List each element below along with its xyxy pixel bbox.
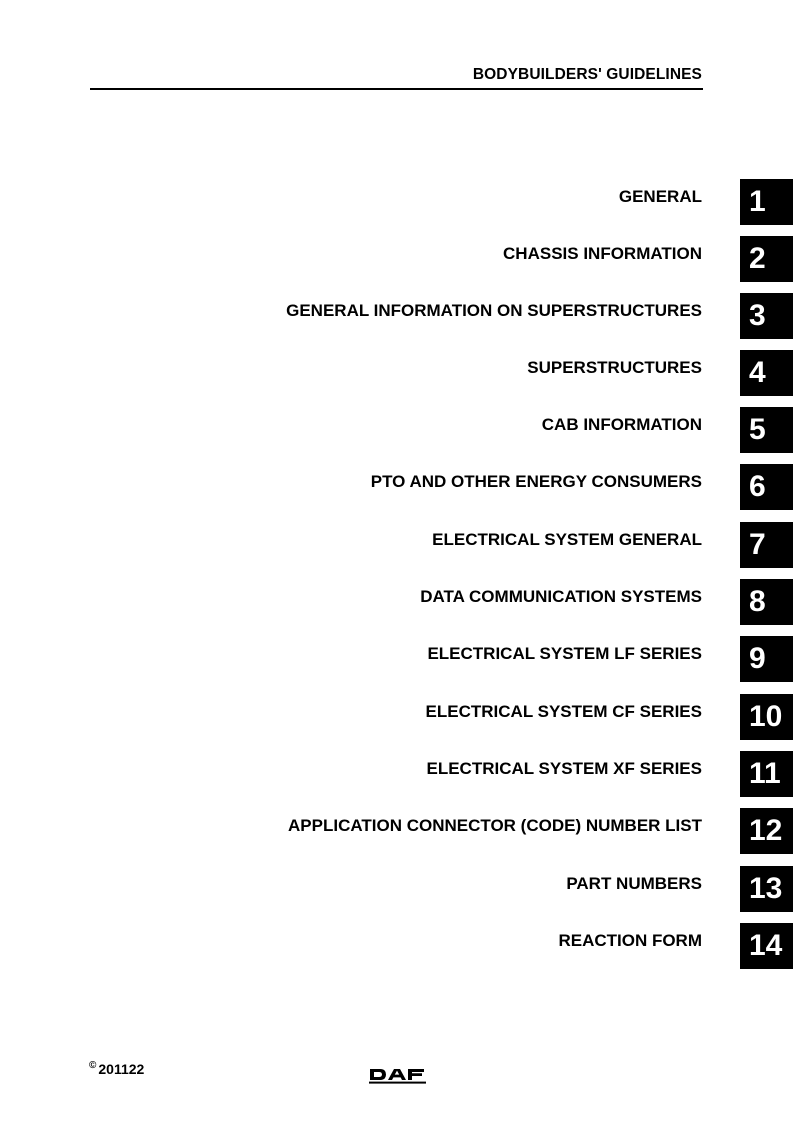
section-tab[interactable]: 4: [740, 350, 793, 396]
toc-item-label: GENERAL: [618, 187, 702, 206]
section-tab[interactable]: 11: [740, 751, 793, 797]
section-tab[interactable]: 5: [740, 407, 793, 453]
toc-item-label: DATA COMMUNICATION SYSTEMS: [420, 587, 702, 606]
toc-item-label: ELECTRICAL SYSTEM CF SERIES: [425, 702, 702, 721]
toc-item-electrical-system-cf[interactable]: [0, 702, 793, 750]
toc-item-chassis-information[interactable]: [0, 244, 793, 292]
toc-item-electrical-system-lf[interactable]: [0, 644, 793, 692]
section-tab[interactable]: 10: [740, 694, 793, 740]
section-tab[interactable]: 13: [740, 866, 793, 912]
toc-item-label: ELECTRICAL SYSTEM XF SERIES: [426, 759, 702, 778]
toc-item-general-information-superstructures[interactable]: [0, 301, 793, 349]
toc-item-reaction-form[interactable]: [0, 931, 793, 979]
section-tab[interactable]: 8: [740, 579, 793, 625]
footer-document-number: [89, 1060, 144, 1077]
toc-item-label: SUPERSTRUCTURES: [527, 358, 702, 377]
toc-item-label: ELECTRICAL SYSTEM GENERAL: [432, 530, 702, 549]
daf-logo-icon: [369, 1066, 427, 1084]
toc-item-electrical-system-general[interactable]: [0, 530, 793, 578]
toc-item-general[interactable]: [0, 187, 793, 235]
toc-item-cab-information[interactable]: [0, 415, 793, 463]
section-tab[interactable]: 7: [740, 522, 793, 568]
toc-item-superstructures[interactable]: [0, 358, 793, 406]
toc-item-label: CHASSIS INFORMATION: [503, 244, 702, 263]
toc-item-pto-energy-consumers[interactable]: [0, 472, 793, 520]
toc-item-label: GENERAL INFORMATION ON SUPERSTRUCTURES: [286, 301, 702, 320]
document-title: BODYBUILDERS' GUIDELINES: [472, 66, 702, 83]
toc-item-label: REACTION FORM: [558, 931, 702, 950]
toc-item-label: ELECTRICAL SYSTEM LF SERIES: [427, 644, 702, 663]
toc-item-application-connector-list[interactable]: [0, 816, 793, 864]
toc-item-label: APPLICATION CONNECTOR (CODE) NUMBER LIST: [288, 816, 702, 835]
section-tab[interactable]: 14: [740, 923, 793, 969]
toc-item-electrical-system-xf[interactable]: [0, 759, 793, 807]
copyright-symbol: ©: [89, 1060, 97, 1071]
section-tab[interactable]: 1: [740, 179, 793, 225]
document-number: 201122: [98, 1061, 145, 1077]
toc-item-part-numbers[interactable]: [0, 874, 793, 922]
toc-item-data-communication-systems[interactable]: [0, 587, 793, 635]
section-tab[interactable]: 12: [740, 808, 793, 854]
toc-item-label: CAB INFORMATION: [541, 415, 702, 434]
toc-item-label: PTO AND OTHER ENERGY CONSUMERS: [370, 472, 702, 491]
section-tab[interactable]: 9: [740, 636, 793, 682]
toc-item-label: PART NUMBERS: [566, 874, 702, 893]
section-tab[interactable]: 6: [740, 464, 793, 510]
section-tab[interactable]: 2: [740, 236, 793, 282]
section-tab[interactable]: 3: [740, 293, 793, 339]
